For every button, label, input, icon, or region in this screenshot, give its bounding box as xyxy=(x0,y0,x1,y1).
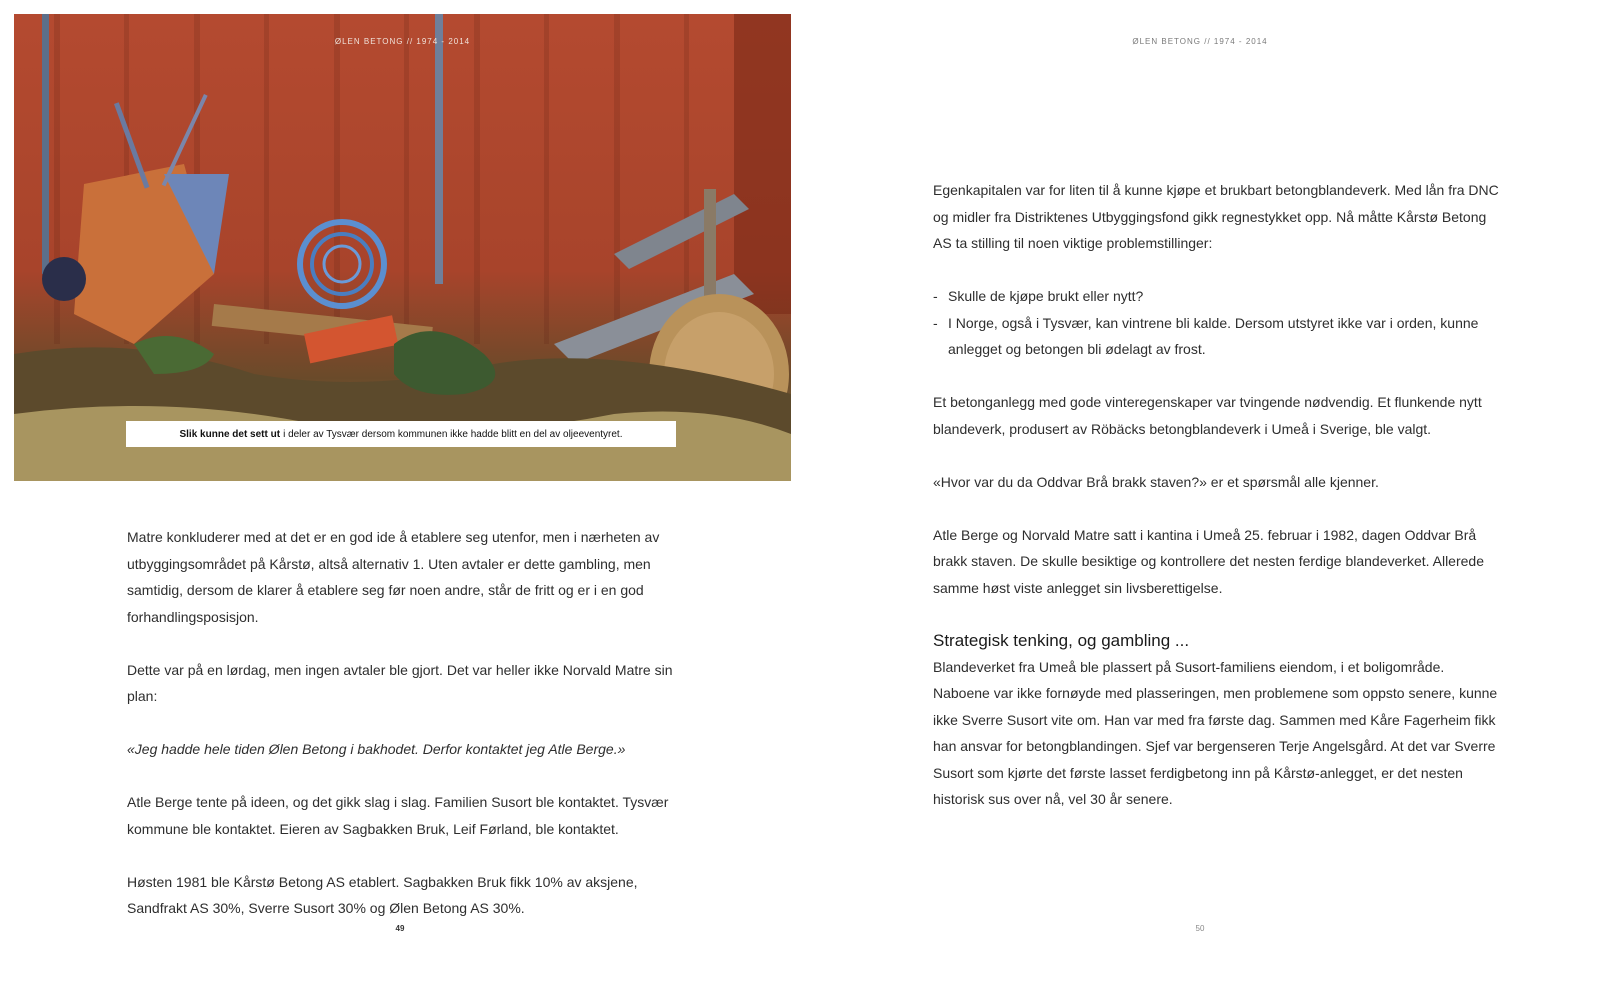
right-body-text xyxy=(933,177,1503,839)
caption-bold: Slik kunne det sett ut xyxy=(179,428,281,440)
paragraph: Matre konkluderer med at det er en god ide å etablere seg utenfor, men i nærheten av utbyggingsområdet på Kårstø, altså alternativ 1. Uten avtaler er dette gambling, men samtidig, dersom de klarer å etablere seg før noen andre, står de fritt og er i en god forhandlingsposisjon. xyxy=(127,529,660,625)
left-body-text xyxy=(127,524,687,948)
photo-illustration xyxy=(14,14,791,481)
paragraph: Blandeverket fra Umeå ble plassert på Susort-familiens eiendom, i et boligområde. Naboene var ikke fornøyde med plasseringen, men problemene som oppsto senere, kunne ikke Sverre Susort vite om. Han var med fra første dag. Sammen med Kåre Fagerheim fikk han ansvar for betongblandingen. Sjef var bergenseren Terje Angelsgård. At det var Sverre Susort som kjørte det første lasset ferdigbetong inn på Kårstø-anlegget, er det nesten historisk sus over nå, vel 30 år senere. xyxy=(933,658,1498,807)
list-item: - Skulle de kjøpe brukt eller nytt? xyxy=(933,283,1503,310)
paragraph: Egenkapitalen var for liten til å kunne kjøpe et brukbart betongblandeverk. Med lån fra DNC og midler fra Distriktenes Utbyggingsfond gikk regnestykket opp. Nå måtte Kårstø Betong AS ta stilling til noen viktige problemstillinger: xyxy=(933,182,1499,251)
bullet-list xyxy=(933,283,1503,363)
paragraph: Atle Berge tente på ideen, og det gikk slag i slag. Familien Susort ble kontaktet. Tysvær kommune ble kontaktet. Eieren av Sagbakken Bruk, Leif Førland, ble kontaktet. xyxy=(127,794,669,837)
section-heading: Strategisk tenking, og gambling ... xyxy=(933,630,1190,650)
photo-caption xyxy=(126,421,676,447)
running-head-right: ØLEN BETONG // 1974 - 2014 xyxy=(1132,37,1268,46)
quote: «Jeg hadde hele tiden Ølen Betong i bakhodet. Derfor kontaktet jeg Atle Berge.» xyxy=(127,741,626,757)
page-number-left: 49 xyxy=(395,924,405,933)
paragraph: Dette var på en lørdag, men ingen avtaler ble gjort. Det var heller ikke Norvald Matre sin plan: xyxy=(127,661,673,704)
paragraph: «Hvor var du da Oddvar Brå brakk staven?» er et spørsmål alle kjenner. xyxy=(933,473,1379,490)
paragraph: Høsten 1981 ble Kårstø Betong AS etablert. Sagbakken Bruk fikk 10% av aksjene, Sandfrakt AS 30%, Sverre Susort 30% og Ølen Betong AS 30%. xyxy=(127,873,638,916)
page-number-right: 50 xyxy=(1195,924,1205,933)
running-head-left: ØLEN BETONG // 1974 - 2014 xyxy=(334,37,471,46)
paragraph: Atle Berge og Norvald Matre satt i kantina i Umeå 25. februar i 1982, dagen Oddvar Brå brakk staven. De skulle besiktige og kontrollere det nesten ferdige blandeverket. Allerede samme høst viste anlegget sin livsberettigelse. xyxy=(933,526,1484,596)
caption-text: i deler av Tysvær dersom kommunen ikke hadde blitt en del av oljeeventyret. xyxy=(283,428,623,440)
list-item: - I Norge, også i Tysvær, kan vintrene bli kalde. Dersom utstyret ikke var i orden, kunne anlegget og betongen bli ødelagt av frost. xyxy=(933,310,1503,363)
paragraph: Et betonganlegg med gode vinteregenskaper var tvingende nødvendig. Et flunkende nytt blandeverk, produsert av Röbäcks betongblandeverk i Umeå i Sverige, ble valgt. xyxy=(933,394,1482,437)
right-page xyxy=(800,0,1600,986)
junk-photo xyxy=(14,14,791,481)
